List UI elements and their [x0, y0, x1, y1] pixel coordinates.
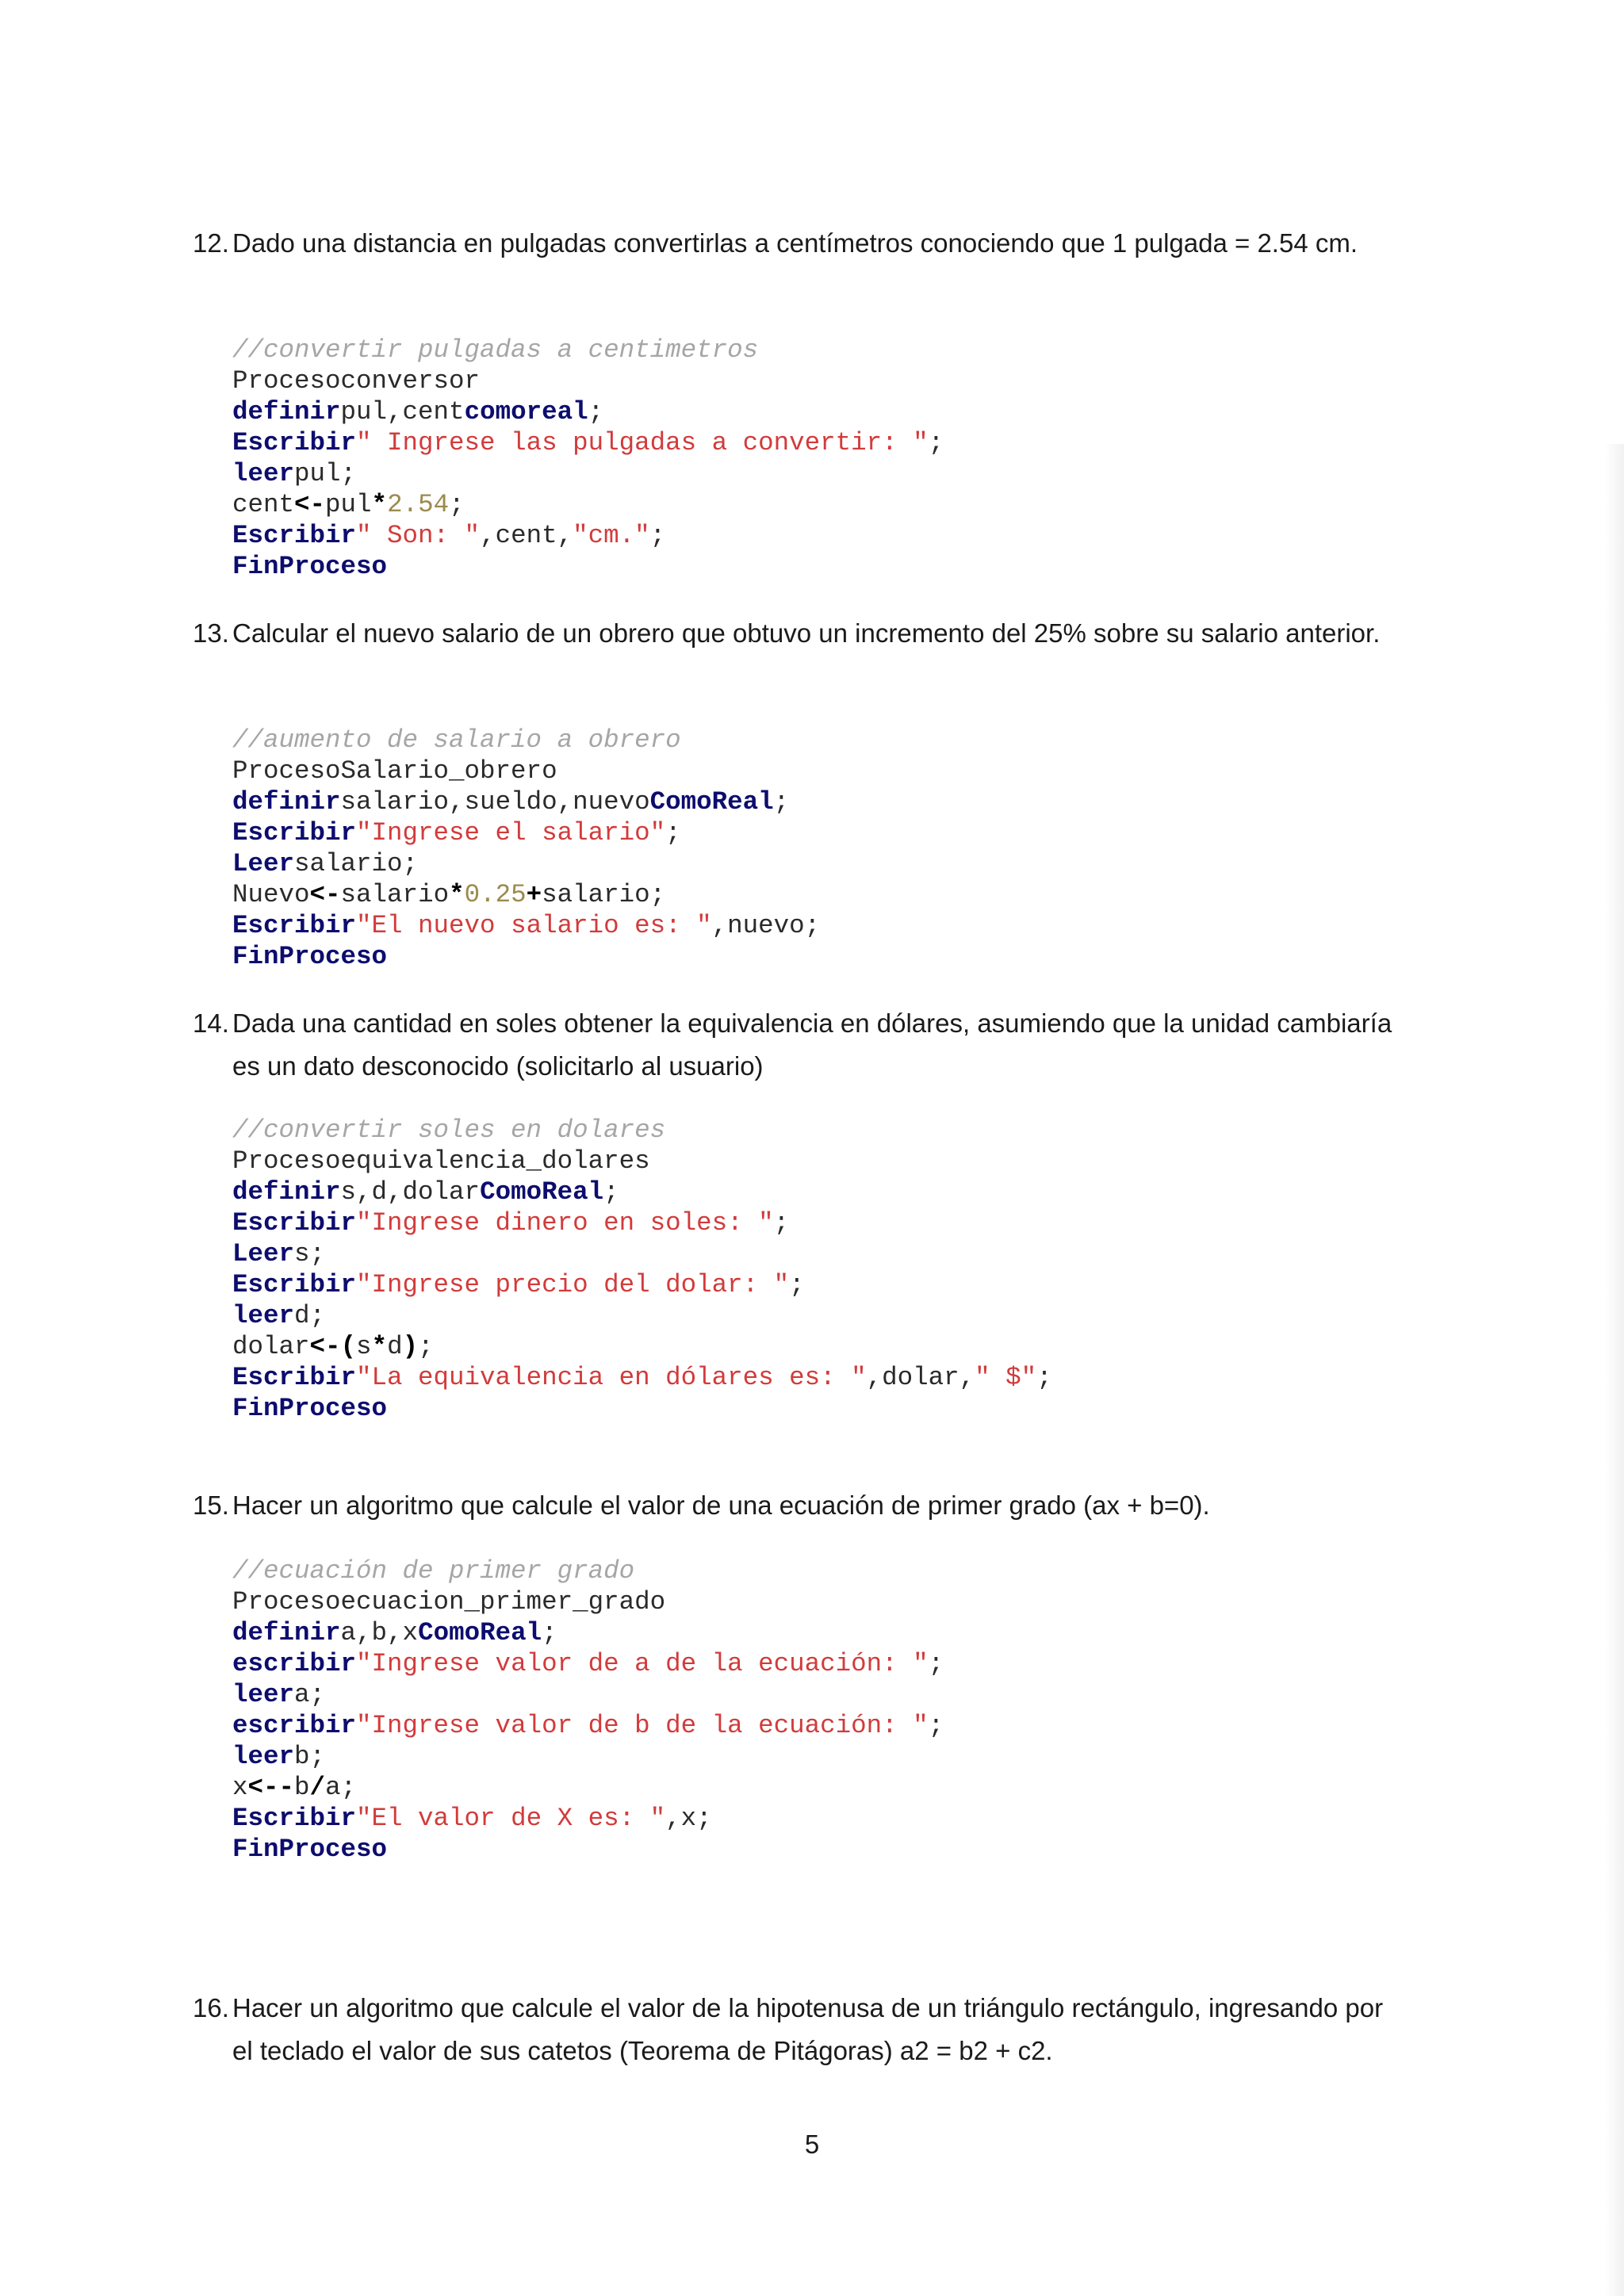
code-keyword: Escribir: [232, 428, 357, 457]
code-text: ;: [928, 1711, 944, 1740]
code-line: [232, 1586, 944, 1617]
code-line: [232, 427, 944, 458]
code-line: [232, 1803, 944, 1834]
code-text: ;: [928, 428, 944, 457]
code-string: " Ingrese las pulgadas a convertir: ": [356, 428, 929, 457]
code-string: " $": [975, 1363, 1037, 1392]
code-line: [232, 1741, 944, 1772]
code-text: ,x;: [665, 1804, 712, 1833]
code-line: [232, 1115, 1052, 1146]
code-keyword: FinProceso: [232, 1394, 388, 1423]
code-line: [232, 1772, 944, 1803]
exercise-number: 13.: [193, 618, 229, 648]
code-line: [232, 1556, 944, 1586]
code-line: [232, 396, 944, 427]
code-keyword: ComoReal: [649, 787, 774, 817]
exercise-text: Hacer un algoritmo que calcule el valor de la hipotenusa de un triángulo rectángulo, ingresando por el teclado el valor de sus catetos (Teorema de Pitágoras) a2 = b2 + c2.: [232, 1993, 1384, 2065]
exercise-12-statement: [193, 222, 1398, 265]
code-text: ;: [773, 787, 790, 817]
code-line: [232, 1710, 944, 1741]
exercise-text: Dada una cantidad en soles obtener la equivalencia en dólares, asumiendo que la unidad cambiaría es un dato desconocido (solicitarlo al usuario): [232, 1008, 1392, 1081]
code-keyword: Escribir: [232, 818, 357, 848]
code-number: 0.25: [464, 880, 527, 909]
code-keyword: ComoReal: [480, 1177, 604, 1207]
code-operator: *: [449, 880, 465, 909]
code-keyword: FinProceso: [232, 1835, 388, 1864]
code-keyword: FinProceso: [232, 942, 388, 971]
code-string: "Ingrese el salario": [356, 818, 666, 848]
exercise-13-statement: [193, 612, 1398, 655]
code-block: [232, 1115, 1052, 1424]
code-keyword: Leer: [232, 849, 295, 878]
code-line: [232, 1207, 1052, 1238]
code-text: ;: [789, 1270, 805, 1299]
code-string: "Ingrese valor de b de la ecuación: ": [356, 1711, 929, 1740]
code-operator: <-(: [309, 1332, 357, 1361]
code-text: ;: [588, 397, 604, 427]
exercise-number: 14.: [193, 1008, 229, 1038]
code-text: b: [294, 1773, 310, 1802]
code-text: s: [356, 1332, 372, 1361]
code-keyword: Escribir: [232, 521, 357, 550]
code-text: ProcesoSalario_obrero: [232, 756, 557, 786]
code-line: [232, 1393, 1052, 1424]
code-text: ;: [449, 490, 465, 519]
code-text: salario;: [294, 849, 419, 878]
code-line: [232, 786, 820, 817]
code-text: salario: [340, 880, 450, 909]
code-keyword: definir: [232, 1618, 341, 1647]
code-text: pul,cent: [340, 397, 465, 427]
code-text: pul;: [294, 459, 357, 488]
code-text: d;: [294, 1301, 326, 1330]
code-text: a,b,x: [340, 1618, 419, 1647]
code-text: cent: [232, 490, 295, 519]
page-edge-shadow: [1605, 444, 1624, 2296]
code-keyword: Escribir: [232, 911, 357, 940]
code-line: [232, 1300, 1052, 1331]
code-keyword: leer: [232, 1742, 295, 1771]
exercise-16-statement: [193, 1987, 1398, 2072]
code-keyword: leer: [232, 1301, 295, 1330]
code-operator: ): [402, 1332, 419, 1361]
code-text: a;: [325, 1773, 357, 1802]
code-string: "Ingrese dinero en soles: ": [356, 1208, 774, 1238]
code-line: [232, 489, 944, 520]
code-line: [232, 879, 820, 910]
code-keyword: Escribir: [232, 1270, 357, 1299]
code-keyword: ComoReal: [418, 1618, 542, 1647]
code-operator: <-: [309, 880, 341, 909]
code-text: Procesoconversor: [232, 366, 481, 396]
code-text: a;: [294, 1680, 326, 1709]
code-text: d: [387, 1332, 403, 1361]
code-line: [232, 910, 820, 941]
code-operator: <-: [294, 490, 326, 519]
code-line: [232, 1648, 944, 1679]
code-line: [232, 817, 820, 848]
code-keyword: escribir: [232, 1649, 357, 1678]
exercise-text: Calcular el nuevo salario de un obrero que obtuvo un incremento del 25% sobre su salario anterior.: [232, 618, 1381, 648]
code-line: [232, 848, 820, 879]
code-keyword: definir: [232, 1177, 341, 1207]
code-number: 2.54: [387, 490, 450, 519]
code-string: "La equivalencia en dólares es: ": [356, 1363, 867, 1392]
code-text: salario;: [542, 880, 666, 909]
code-operator: +: [526, 880, 542, 909]
code-text: ;: [418, 1332, 434, 1361]
code-keyword: escribir: [232, 1711, 357, 1740]
code-operator: *: [371, 490, 388, 519]
code-string: "Ingrese precio del dolar: ": [356, 1270, 790, 1299]
code-keyword: Escribir: [232, 1208, 357, 1238]
code-keyword: leer: [232, 459, 295, 488]
code-text: ,cent,: [480, 521, 573, 550]
code-text: ;: [665, 818, 681, 848]
code-line: [232, 1146, 1052, 1177]
code-text: ;: [1036, 1363, 1052, 1392]
code-comment: //aumento de salario a obrero: [232, 725, 681, 755]
code-keyword: leer: [232, 1680, 295, 1709]
code-line: [232, 365, 944, 396]
code-text: s,d,dolar: [340, 1177, 481, 1207]
code-line: [232, 1269, 1052, 1300]
code-string: " Son: ": [356, 521, 481, 550]
code-text: s;: [294, 1239, 326, 1269]
code-text: ;: [928, 1649, 944, 1678]
code-keyword: Leer: [232, 1239, 295, 1269]
code-operator: *: [371, 1332, 388, 1361]
exercise-14-statement: [193, 1002, 1398, 1088]
code-text: x: [232, 1773, 248, 1802]
code-text: ,dolar,: [866, 1363, 975, 1392]
code-line: [232, 520, 944, 551]
code-line: [232, 551, 944, 582]
code-block: [232, 725, 820, 972]
exercise-text: Dado una distancia en pulgadas convertirlas a centímetros conociendo que 1 pulgada = 2.54 cm.: [232, 228, 1358, 258]
code-line: [232, 1331, 1052, 1362]
code-string: "El valor de X es: ": [356, 1804, 666, 1833]
code-line: [232, 941, 820, 972]
code-line: [232, 1238, 1052, 1269]
code-line: [232, 1177, 1052, 1207]
exercise-number: 16.: [193, 1993, 229, 2022]
code-text: ;: [773, 1208, 790, 1238]
code-keyword: definir: [232, 787, 341, 817]
code-string: "Ingrese valor de a de la ecuación: ": [356, 1649, 929, 1678]
code-comment: //convertir soles en dolares: [232, 1115, 666, 1145]
code-line: [232, 458, 944, 489]
code-keyword: definir: [232, 397, 341, 427]
code-text: ;: [603, 1177, 619, 1207]
code-line: [232, 725, 820, 756]
code-keyword: Escribir: [232, 1804, 357, 1833]
code-line: [232, 756, 820, 786]
code-string: "cm.": [573, 521, 650, 550]
code-operator: /: [309, 1773, 326, 1802]
code-text: dolar: [232, 1332, 310, 1361]
code-text: b;: [294, 1742, 326, 1771]
code-keyword: comoreal: [464, 397, 588, 427]
code-line: [232, 1834, 944, 1865]
code-block: [232, 1556, 944, 1865]
code-keyword: Escribir: [232, 1363, 357, 1392]
code-text: pul: [325, 490, 372, 519]
code-block: [232, 335, 944, 582]
code-text: ,nuevo;: [711, 911, 821, 940]
page-number: 5: [804, 2130, 820, 2159]
code-text: Procesoequivalencia_dolares: [232, 1146, 650, 1176]
code-text: ;: [542, 1618, 557, 1647]
exercise-15-statement: [193, 1484, 1398, 1527]
code-comment: //ecuación de primer grado: [232, 1556, 635, 1586]
code-text: salario,sueldo,nuevo: [340, 787, 650, 817]
code-text: Procesoecuacion_primer_grado: [232, 1587, 666, 1617]
code-text: Nuevo: [232, 880, 310, 909]
exercise-number: 15.: [193, 1490, 229, 1520]
code-line: [232, 1617, 944, 1648]
exercise-number: 12.: [193, 228, 229, 258]
code-keyword: FinProceso: [232, 552, 388, 581]
exercise-text: Hacer un algoritmo que calcule el valor de una ecuación de primer grado (ax + b=0).: [232, 1490, 1210, 1520]
code-string: "El nuevo salario es: ": [356, 911, 712, 940]
code-line: [232, 1362, 1052, 1393]
code-line: [232, 1679, 944, 1710]
code-operator: <--: [247, 1773, 295, 1802]
code-line: [232, 335, 944, 365]
code-text: ;: [649, 521, 666, 550]
code-comment: //convertir pulgadas a centimetros: [232, 335, 759, 365]
